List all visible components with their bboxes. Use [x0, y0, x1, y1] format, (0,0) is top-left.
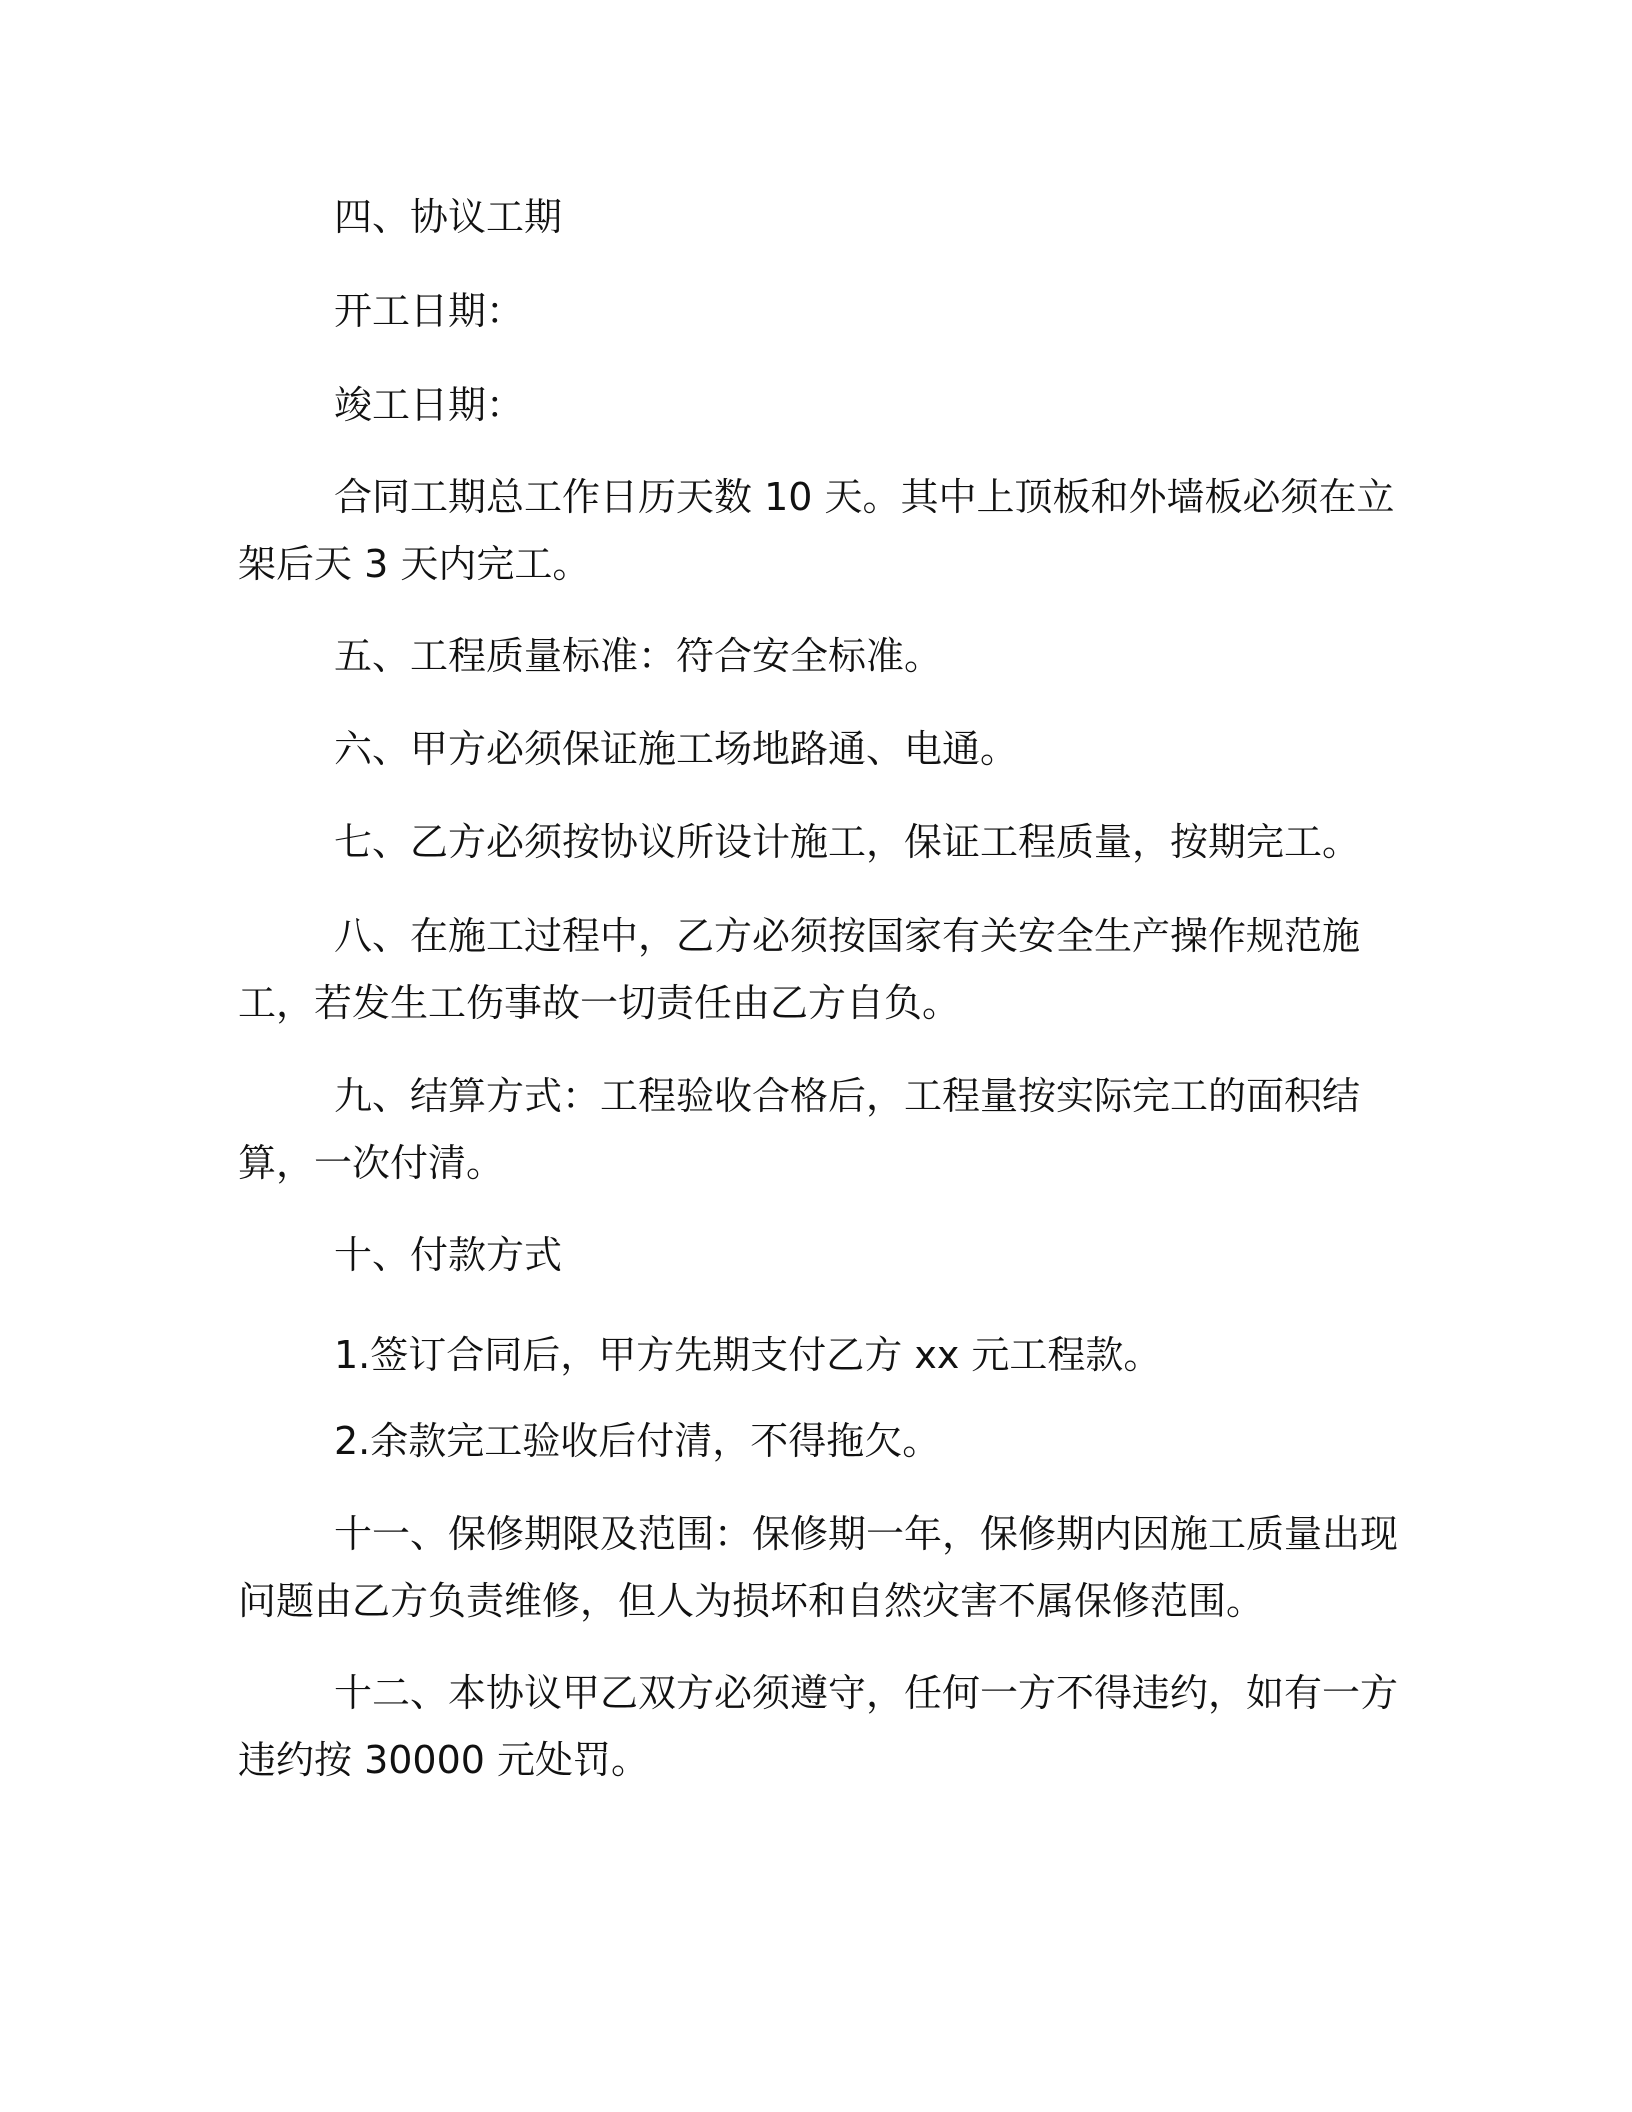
section-12-breach-paragraph: 十二、本协议甲乙双方必须遵守，任何一方不得违约，如有一方违约按 30000 元处罚。	[238, 1671, 1399, 1782]
section-7-construction-obligation: 七、乙方必须按协议所设计施工，保证工程质量，按期完工。	[334, 820, 1361, 864]
section-9-settlement-paragraph: 九、结算方式：工程验收合格后，工程量按实际完工的面积结算，一次付清。	[238, 1074, 1361, 1185]
section-8-safety-paragraph: 八、在施工过程中，乙方必须按国家有关安全生产操作规范施工，若发生工伤事故一切责任由乙方自负。	[238, 914, 1361, 1025]
contract-duration-paragraph: 合同工期总工作日历天数 10 天。其中上顶板和外墙板必须在立架后天 3 天内完工。	[238, 475, 1395, 586]
section-4-heading: 四、协议工期	[334, 195, 563, 239]
completion-date-line: 竣工日期：	[334, 383, 525, 427]
payment-item-2: 2.余款完工验收后付清，不得拖欠。	[334, 1419, 941, 1463]
start-date-line: 开工日期：	[334, 289, 525, 333]
section-6-site-access: 六、甲方必须保证施工场地路通、电通。	[334, 727, 1019, 771]
section-11-warranty-paragraph: 十一、保修期限及范围：保修期一年，保修期内因施工质量出现问题由乙方负责维修，但人为损坏和自然灾害不属保修范围。	[238, 1512, 1399, 1623]
payment-item-1: 1.签订合同后，甲方先期支付乙方 xx 元工程款。	[334, 1333, 1162, 1377]
section-5-quality-standard: 五、工程质量标准：符合安全标准。	[334, 634, 943, 678]
section-10-payment-heading: 十、付款方式	[334, 1233, 563, 1277]
